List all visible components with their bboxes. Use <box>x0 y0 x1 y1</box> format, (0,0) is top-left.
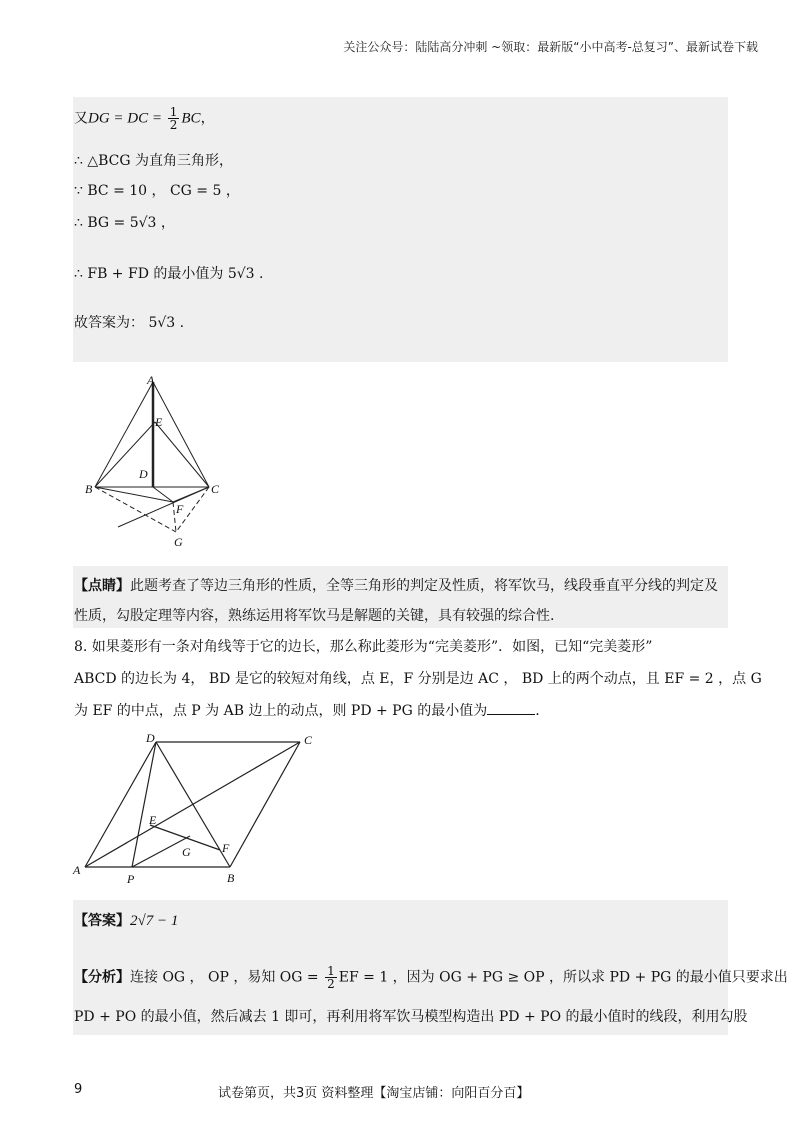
label-D2: D <box>146 731 155 745</box>
label-G2: G <box>182 845 191 859</box>
label-E2: E <box>149 813 157 827</box>
solution-line-1: 又DG = DC = $\frac{1}{2}$ BC， <box>74 105 215 132</box>
label-A: A <box>147 373 155 387</box>
answer-line: 【答案】2√7 − 1 <box>74 913 179 929</box>
page-header: 关注公众号：陆陆高分冲刺 ~领取：最新版“小中高考-总复习”、最新试卷下载 <box>343 40 758 54</box>
label-E: E <box>155 415 163 429</box>
footer-text: 试卷第页，共3页 资料整理【淘宝店铺：向阳百分百】 <box>218 1086 530 1101</box>
solution-line-5: ∴ FB + FD 的最小值为 5√3 . <box>74 266 264 282</box>
solution-line-2: ∴ △BCG 为直角三角形， <box>74 153 234 169</box>
label-A2: A <box>73 863 81 877</box>
rhombus-diagram <box>70 730 330 890</box>
label-F: F <box>176 502 184 516</box>
label-P2: P <box>127 872 135 886</box>
solution-line-6: 故答案为： 5√3 . <box>74 315 185 331</box>
q8-line-1: 8. 如果菱形有一条对角线等于它的边长，那么称此菱形为“完美菱形”．如图，已知“完美菱形” <box>74 639 653 655</box>
fraction: $\frac{1}{2}$ <box>169 105 178 132</box>
fraction: $\frac{1}{2}$ <box>327 964 335 991</box>
triangle-diagram <box>73 362 234 559</box>
solution-line-4: ∴ BG = 5√3 ， <box>74 215 175 231</box>
page-number: 9 <box>74 1082 83 1097</box>
figure-triangle <box>73 362 234 559</box>
analysis-line-1: 【分析】连接 OG ， OP ，易知 OG = $\frac{1}{2}$ EF = 1 ，因为 OG + PG ≥ OP ，所以求 PD + PG 的最小值只要求出 <box>74 964 788 991</box>
label-C: C <box>211 482 220 496</box>
q8-line-3: 为 EF 的中点，点 P 为 AB 边上的动点，则 PD + PG 的最小值为 . <box>74 703 540 719</box>
label-G: G <box>174 535 183 549</box>
dianjing-line-2: 性质，勾股定理等内容，熟练运用将军饮马是解题的关键，具有较强的综合性. <box>74 608 555 624</box>
answer-value: 2√7 − 1 <box>130 913 179 929</box>
label-B: B <box>85 482 93 496</box>
label-C2: C <box>304 733 313 747</box>
dianjing-line-1: 【点睛】此题考查了等边三角形的性质，全等三角形的判定及性质，将军饮马，线段垂直平分线的判定及 <box>74 578 718 594</box>
label-F2: F <box>222 841 230 855</box>
q8-line-2: ABCD 的边长为 4， BD 是它的较短对角线，点 E，F 分别是边 AC ， BD 上的两个动点，且 EF = 2 ，点 G <box>74 671 762 687</box>
label-D: D <box>139 467 148 481</box>
answer-blank <box>487 702 535 715</box>
label-B2: B <box>227 871 235 885</box>
analysis-line-2: PD + PO 的最小值，然后减去 1 即可，再利用将军饮马模型构造出 PD + PO 的最小值时的线段，利用勾股 <box>74 1009 748 1025</box>
figure-rhombus <box>70 730 330 890</box>
solution-line-3: ∵ BC = 10 ， CG = 5 ， <box>74 183 240 199</box>
